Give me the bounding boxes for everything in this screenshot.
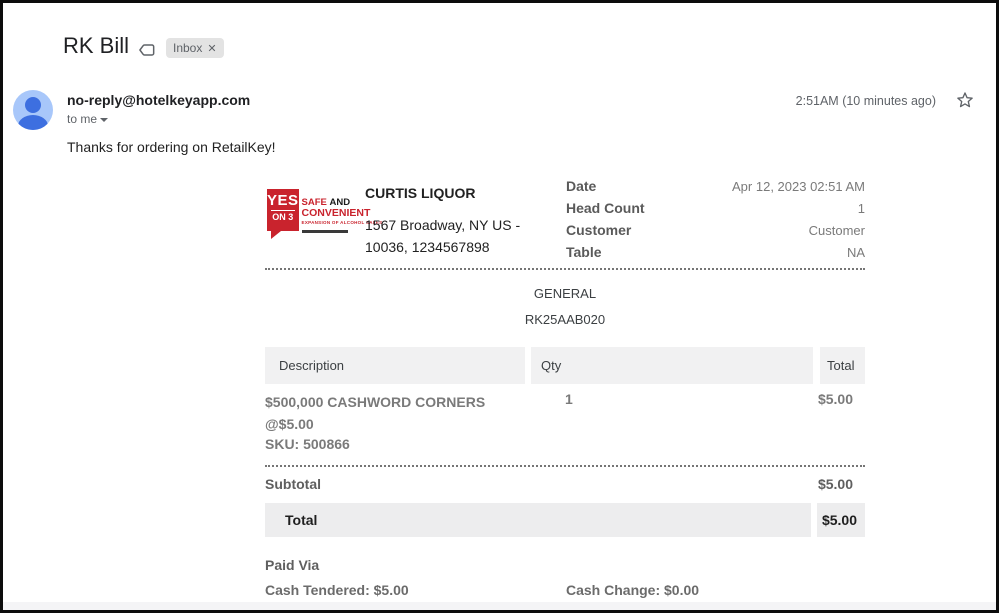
avatar-person-icon	[25, 97, 41, 113]
detail-label: Head Count	[566, 200, 645, 216]
item-description-line2: @$5.00	[265, 416, 314, 432]
detail-label: Date	[566, 178, 597, 194]
sender-email: no-reply@hotelkeyapp.com	[67, 92, 251, 108]
remove-label-icon[interactable]: ✕	[207, 42, 217, 55]
item-total: $5.00	[817, 391, 853, 407]
sender-avatar[interactable]	[13, 90, 53, 130]
item-qty: 1	[565, 391, 573, 407]
column-header-total: Total	[820, 347, 865, 384]
logo-yes-text: YES	[267, 192, 299, 209]
items-table-header	[265, 347, 865, 384]
bottom-edge-strip	[3, 602, 996, 610]
subtotal-label: Subtotal	[265, 476, 321, 492]
column-header-description: Description	[265, 347, 525, 384]
total-row	[265, 503, 865, 537]
detail-value: Customer	[808, 222, 865, 238]
item-description	[265, 391, 525, 435]
subtotal-row	[265, 476, 865, 492]
merchant-name: CURTIS LIQUOR	[365, 185, 476, 201]
detail-value: Apr 12, 2023 02:51 AM	[732, 178, 865, 194]
item-sku: SKU: 500866	[265, 436, 350, 452]
detail-value: 1	[857, 200, 865, 216]
total-value: $5.00	[817, 503, 865, 537]
inbox-label-chip[interactable]	[166, 38, 224, 58]
email-intro-text: Thanks for ordering on RetailKey!	[67, 139, 276, 155]
cash-change: Cash Change: $0.00	[566, 582, 700, 598]
detail-label: Customer	[566, 222, 632, 238]
merchant-address-line2: 10036, 1234567898	[365, 239, 490, 255]
star-icon[interactable]	[955, 90, 975, 110]
logo-on3-text: ON 3	[272, 212, 294, 222]
logo-convenient: CONVENIENT	[301, 207, 371, 219]
detail-row-head-count	[566, 197, 865, 219]
recipient-text: to me	[67, 112, 98, 126]
column-header-qty: Qty	[531, 347, 813, 384]
label-tag-icon[interactable]	[137, 40, 157, 60]
yes-on-3-logo	[267, 189, 383, 249]
email-subject: RK Bill	[63, 33, 130, 58]
dotted-divider	[265, 268, 865, 270]
recipient-row[interactable]	[67, 112, 108, 126]
avatar-person-body	[18, 115, 48, 130]
detail-value: NA	[846, 244, 865, 260]
order-details	[566, 175, 865, 263]
email-timestamp: 2:51AM (10 minutes ago)	[795, 94, 936, 108]
logo-badge	[267, 189, 299, 231]
detail-row-date	[566, 175, 865, 197]
receipt	[265, 173, 865, 605]
chevron-down-icon[interactable]	[100, 118, 108, 122]
merchant-address-line1: 1567 Broadway, NY US -	[365, 217, 521, 233]
order-id: RK25AAB020	[524, 312, 606, 327]
inbox-label-text: Inbox	[173, 41, 203, 55]
total-label: Total	[265, 503, 811, 537]
logo-footer-bar	[302, 230, 348, 233]
logo-tagline: EXPANSION OF ALCOHOL SALES	[301, 220, 383, 225]
dotted-divider	[265, 465, 865, 467]
cash-tendered: Cash Tendered: $5.00	[265, 582, 409, 598]
detail-row-customer	[566, 219, 865, 241]
paid-via-heading: Paid Via	[265, 557, 320, 573]
item-description-line1: $500,000 CASHWORD CORNERS	[265, 394, 486, 410]
detail-label: Table	[566, 244, 602, 260]
section-name: GENERAL	[533, 286, 597, 301]
detail-row-table	[566, 241, 865, 263]
logo-safe-and: SAFE AND	[301, 197, 351, 208]
subtotal-value: $5.00	[817, 476, 853, 492]
